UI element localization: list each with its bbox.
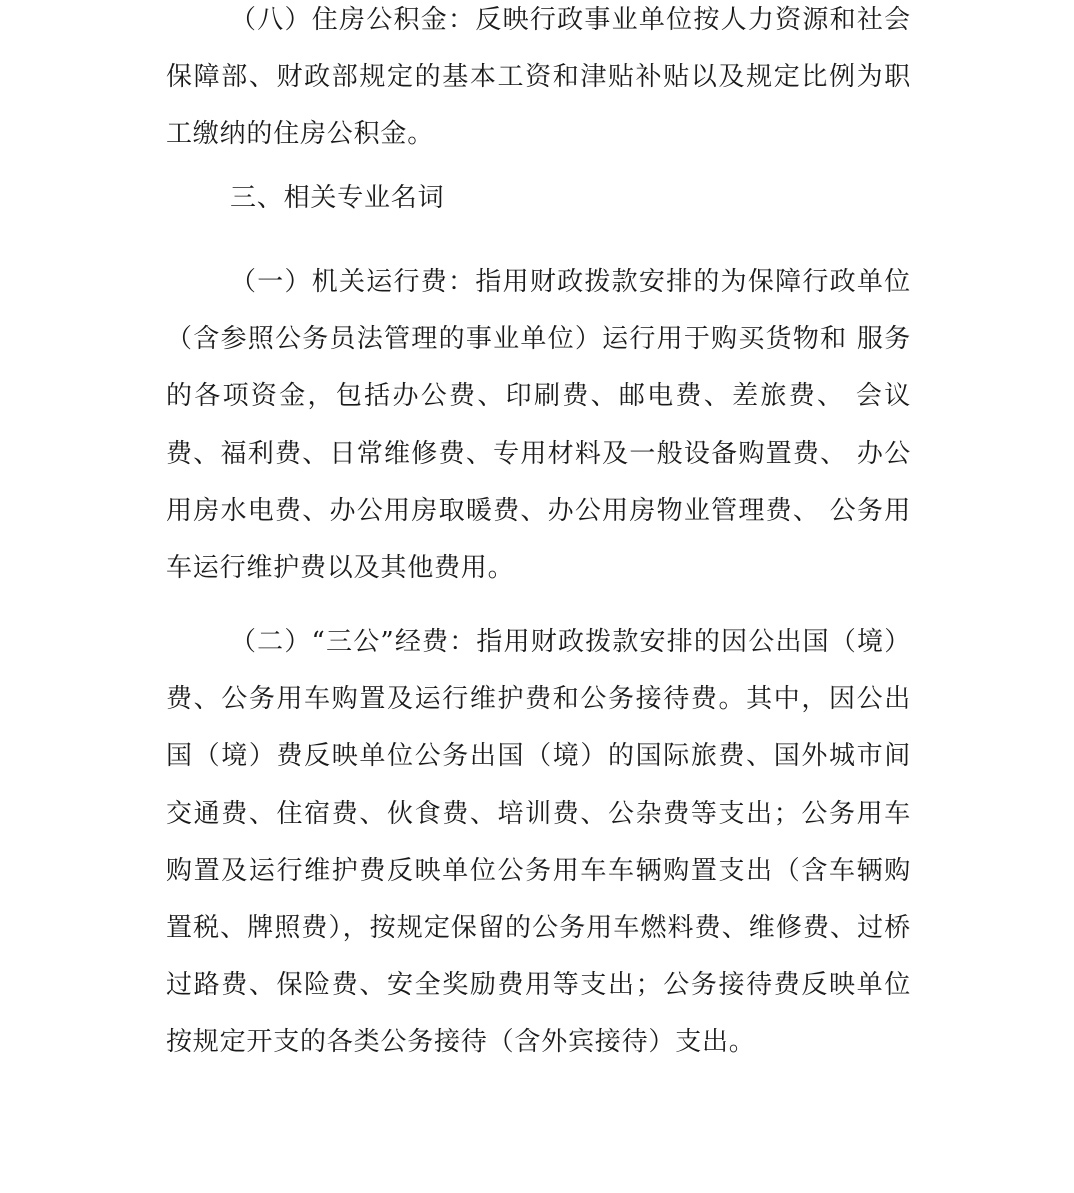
paragraph-operating-costs: （一）机关运行费：指用财政拨款安排的为保障行政单位（含参照公务员法管理的事业单位）运行用于购买货物和 服务的各项资金，包括办公费、印刷费、邮电费、差旅费、 会议费、福利费、日常维修费、专用材料及一般设备购置费、 办公用房水电费、办公用房取暖费、办公用房物业管理费、 公务用车运行维护费以及其他费用。 [166, 267, 911, 584]
section-heading-related-terms: 三、相关专业名词 [230, 183, 445, 213]
paragraph-three-public-expenses: （二）“三公”经费：指用财政拨款安排的因公出国（境）费、公务用车购置及运行维护费和公务接待费。其中，因公出国（境）费反映单位公务出国（境）的国际旅费、国外城市间交通费、住宿费、伙食费、培训费、公杂费等支出；公务用车购置及运行维护费反映单位公务用车车辆购置支出（含车辆购置税、牌照费），按规定保留的公务用车燃料费、维修费、过桥过路费、保险费、安全奖励费用等支出；公务接待费反映单位按规定开支的各类公务接待（含外宾接待）支出。 [166, 627, 911, 1058]
paragraph-housing-fund: （八）住房公积金：反映行政事业单位按人力资源和社会保障部、财政部规定的基本工资和津贴补贴以及规定比例为职工缴纳的住房公积金。 [166, 5, 911, 150]
